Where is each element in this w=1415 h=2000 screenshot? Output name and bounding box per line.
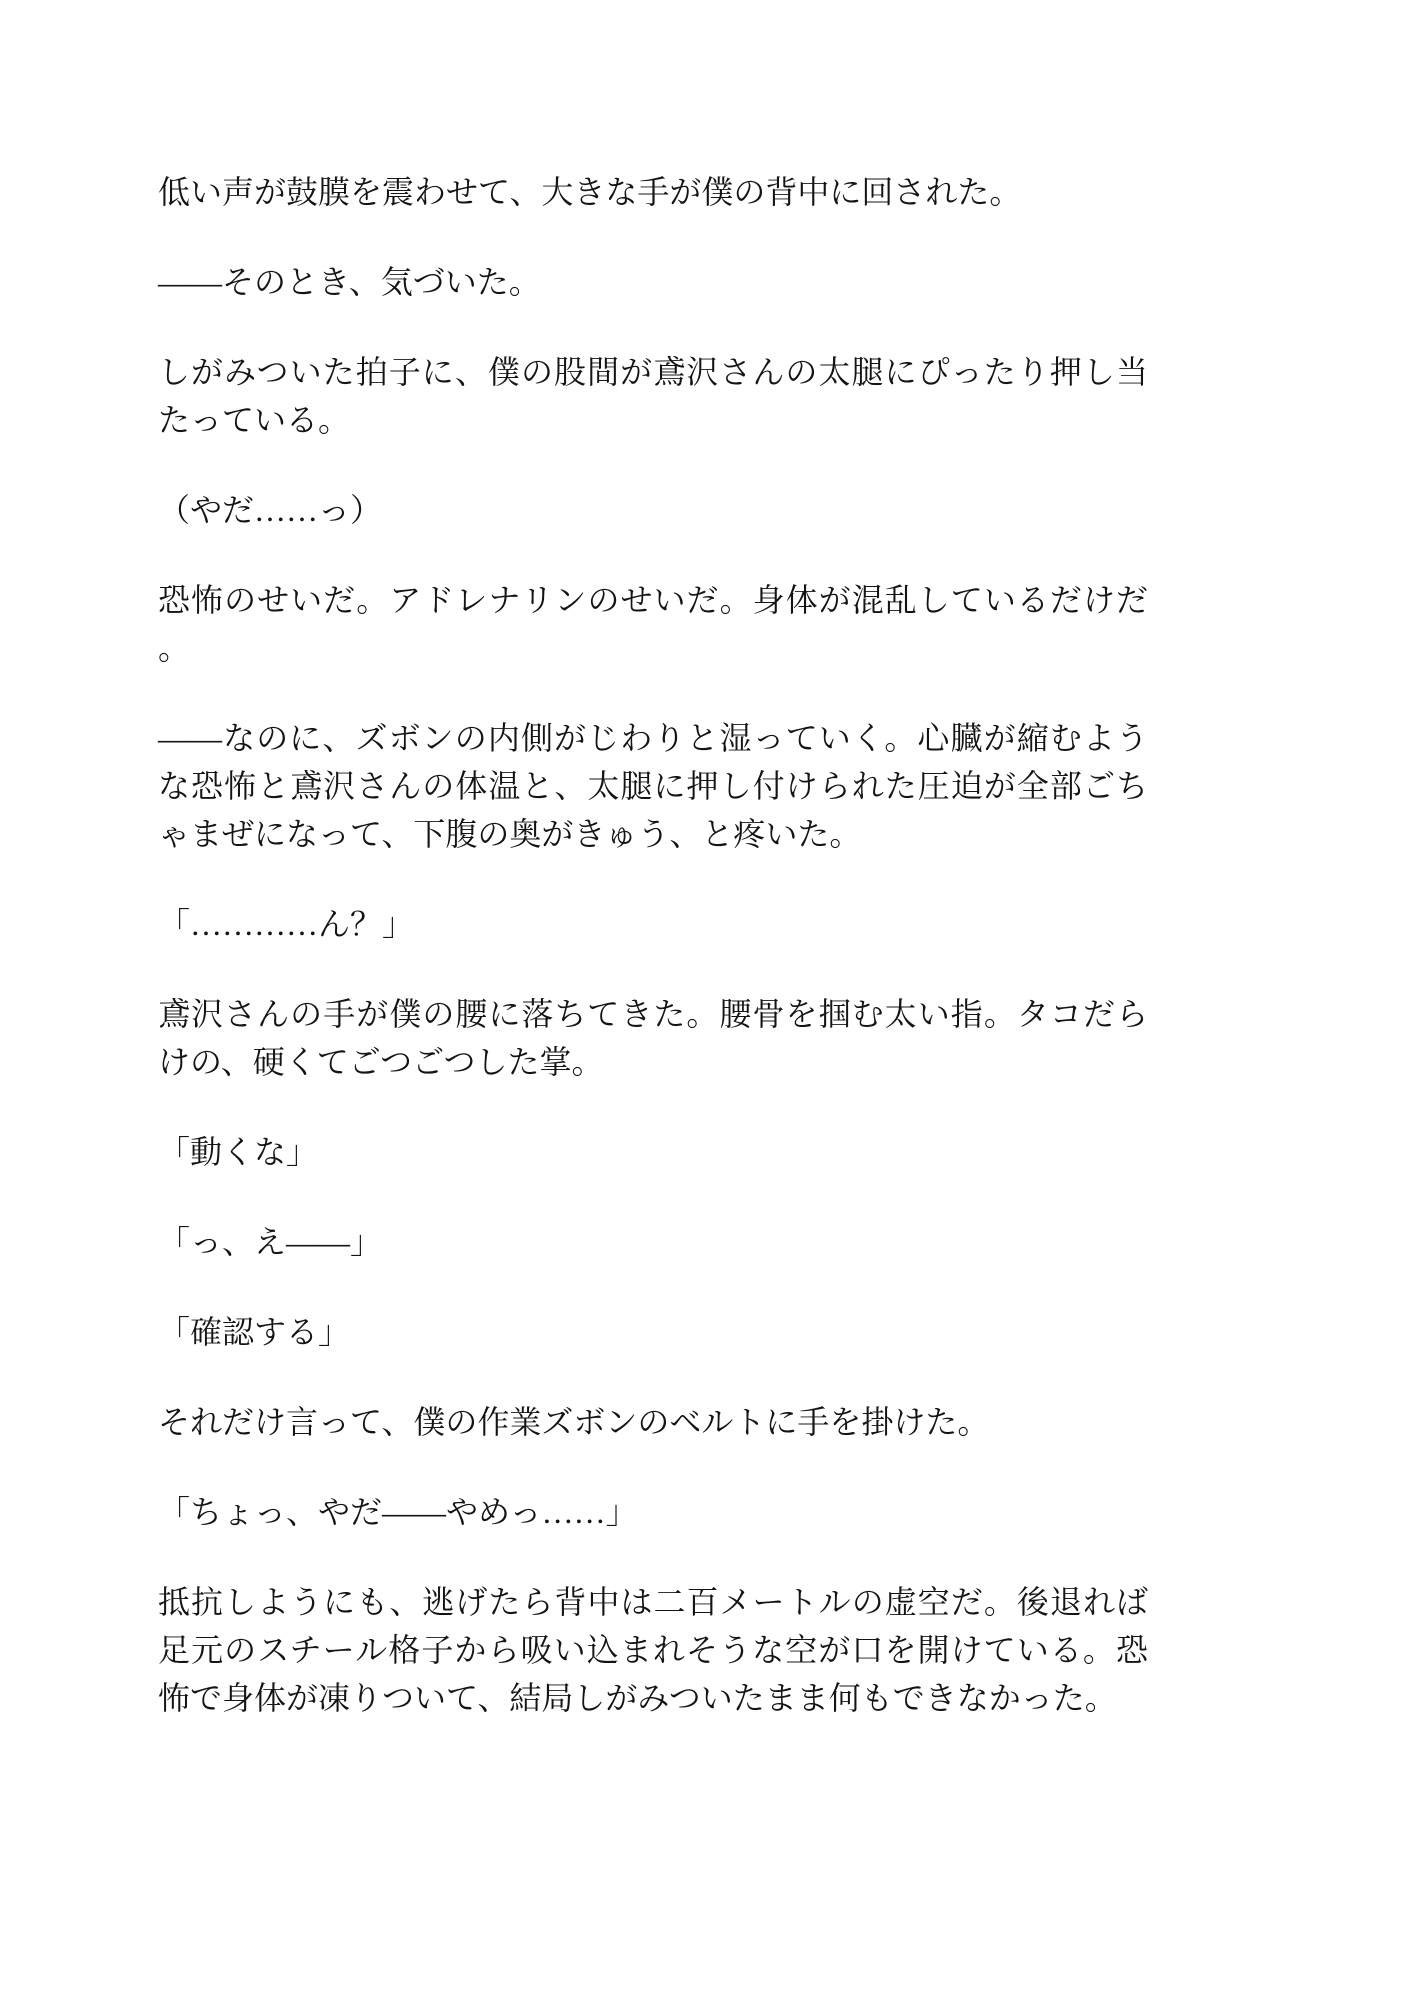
text-line: な恐怖と鳶沢さんの体温と、太腿に押し付けられた圧迫が全部ごち xyxy=(158,768,1148,804)
text-line: 足元のスチール格子から吸い込まれそうな空が口を開けている。恐 xyxy=(158,1632,1148,1668)
paragraph-dialogue xyxy=(158,1128,1148,1176)
paragraph xyxy=(158,258,1148,306)
text-line: 抵抗しようにも、逃げたら背中は二百メートルの虚空だ。後退れば xyxy=(158,1584,1148,1620)
paragraph-dialogue xyxy=(158,1308,1148,1356)
text-line: 「確認する」 xyxy=(158,1314,351,1350)
paragraph-dialogue xyxy=(158,900,1148,948)
paragraph xyxy=(158,486,1148,534)
paragraph xyxy=(158,714,1148,858)
paragraph xyxy=(158,1398,1148,1446)
text-line: 「ちょっ、やだ――やめっ……」 xyxy=(158,1494,638,1530)
paragraph xyxy=(158,1578,1148,1722)
text-line: 「動くな」 xyxy=(158,1134,319,1170)
text-line: 怖で身体が凍りついて、結局しがみついたまま何もできなかった。 xyxy=(158,1680,1117,1716)
text-line: （やだ……っ） xyxy=(158,492,383,528)
text-line: 恐怖のせいだ。アドレナリンのせいだ。身体が混乱しているだけだ xyxy=(158,582,1148,618)
paragraph xyxy=(158,990,1148,1086)
text-line: ――そのとき、気づいた。 xyxy=(158,264,541,300)
text-line: 。 xyxy=(158,630,191,666)
paragraph xyxy=(158,348,1148,444)
paragraph xyxy=(158,576,1148,672)
text-line: ゃまぜになって、下腹の奥がきゅう、と疼いた。 xyxy=(158,816,862,852)
text-line: 「っ、え――」 xyxy=(158,1224,383,1260)
paragraph-dialogue xyxy=(158,1488,1148,1536)
text-line: 「…………ん？」 xyxy=(158,906,415,942)
text-line: 低い声が鼓膜を震わせて、大きな手が僕の背中に回された。 xyxy=(158,174,1022,210)
text-line: 鳶沢さんの手が僕の腰に落ちてきた。腰骨を掴む太い指。タコだら xyxy=(158,996,1148,1032)
text-line: ――なのに、ズボンの内側がじわりと湿っていく。心臓が縮むよう xyxy=(158,720,1148,756)
paragraph-dialogue xyxy=(158,1218,1148,1266)
text-line: しがみついた拍子に、僕の股間が鳶沢さんの太腿にぴったり押し当 xyxy=(158,354,1148,390)
paragraph xyxy=(158,168,1148,216)
novel-text-block xyxy=(158,168,1148,1722)
text-line: たっている。 xyxy=(158,402,351,438)
text-line: けの、硬くてごつごつした掌。 xyxy=(158,1044,604,1080)
text-line: それだけ言って、僕の作業ズボンのベルトに手を掛けた。 xyxy=(158,1404,990,1440)
